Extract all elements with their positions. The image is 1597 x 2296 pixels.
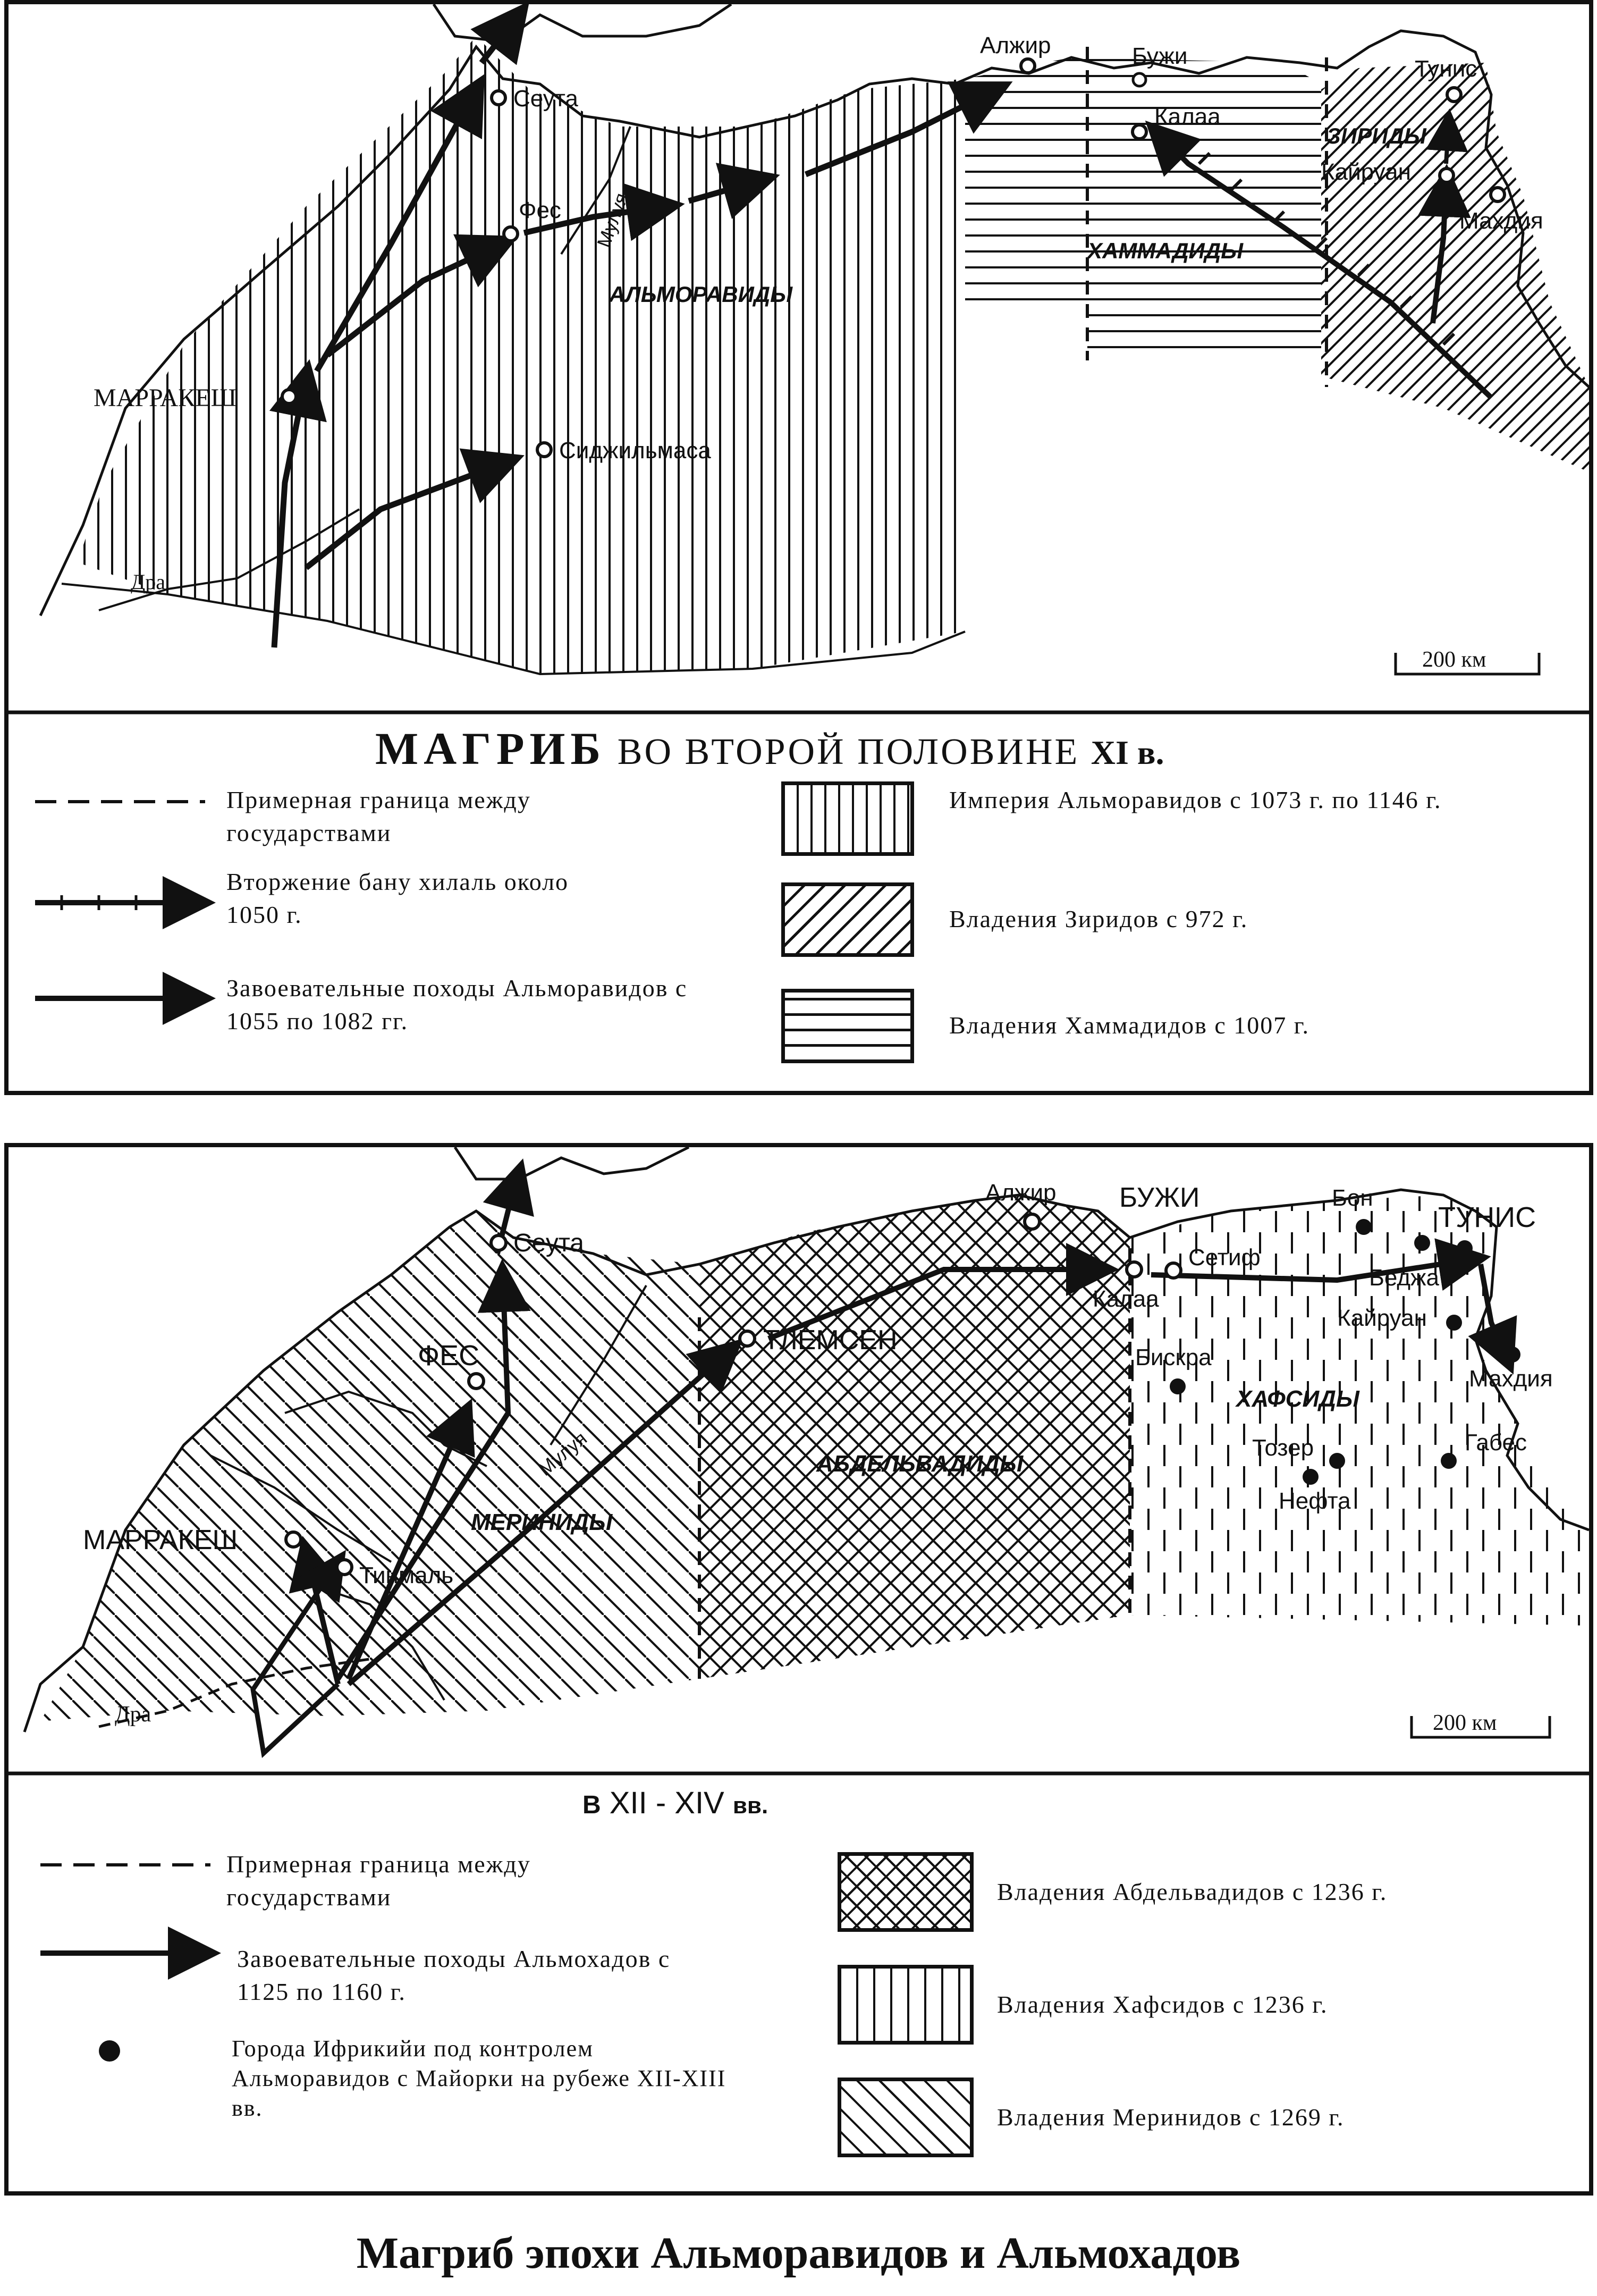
legend1-empire-swatch bbox=[781, 781, 914, 856]
map2-title-prefix: В bbox=[582, 1791, 601, 1819]
legend2-marinids-text: Владения Меринидов с 1269 г. bbox=[997, 2104, 1345, 2131]
region-hafsids-label: ХАФСИДЫ bbox=[1236, 1386, 1359, 1412]
map1-frame bbox=[4, 0, 1593, 1095]
spain-coast bbox=[455, 1147, 689, 1179]
city-ceuta-label: Сеута bbox=[513, 1229, 584, 1257]
legend2-hafsids-swatch bbox=[838, 1965, 974, 2045]
region-zirids-label: ЗИРИДЫ bbox=[1326, 123, 1426, 148]
map2-title-centuries: XII - XIV bbox=[609, 1786, 724, 1820]
city-beja-label: Беджа bbox=[1369, 1265, 1439, 1291]
region-abdalwadids-label: АБДЕЛЬВАДИДЫ bbox=[816, 1451, 1024, 1477]
hammadid-area bbox=[965, 57, 1321, 350]
legend2-hafsids-text: Владения Хафсидов с 1236 г. bbox=[997, 1991, 1328, 2018]
city-fes-label: ФЕС bbox=[418, 1340, 480, 1372]
map2-title-suffix: вв. bbox=[732, 1793, 768, 1819]
river-mulua-label: Мулуя bbox=[534, 1427, 592, 1481]
spain-coast bbox=[434, 4, 731, 41]
legend1-hammadids-swatch bbox=[781, 989, 914, 1063]
city-kairouan-label: Кайруан bbox=[1337, 1305, 1427, 1331]
map1-title-century: XI в. bbox=[1091, 734, 1164, 771]
legend1-border-text: Примерная граница между государствами bbox=[226, 786, 531, 846]
map1-scale bbox=[1396, 647, 1539, 674]
city-tunis-label: ТУНИС bbox=[1438, 1201, 1536, 1233]
city-ceuta-label: Сеута bbox=[513, 86, 578, 112]
legend1-empire-text: Империя Альморавидов с 1073 г. по 1146 г. bbox=[949, 786, 1442, 813]
map2-legend-symbols bbox=[30, 1849, 242, 2115]
city-mahdia-label: Махдия bbox=[1459, 208, 1543, 234]
legend1-zirids-swatch bbox=[781, 882, 914, 957]
legend1-hilal-text: Вторжение бану хилаль около 1050 г. bbox=[226, 868, 569, 928]
legend2-abdalwadids-text: Владения Абдельвадидов с 1236 г. bbox=[997, 1878, 1388, 1905]
city-tlemcen-label: ТЛЕМСЕН bbox=[763, 1325, 898, 1356]
legend1-campaign-text: Завоевательные походы Альморавидов с 1055 по 1082 гг. bbox=[226, 974, 688, 1035]
legend2-abdalwadids-swatch bbox=[838, 1852, 974, 1932]
legend2-city-text: Города Ифрикийи под контролем Альморавидов с Майорки на рубеже XII-XIII вв. bbox=[232, 2036, 726, 2121]
city-tinmal-label: Тинмаль bbox=[359, 1562, 454, 1588]
legend1-hammadids-text: Владения Хаммадидов с 1007 г. bbox=[949, 1012, 1309, 1039]
legend1-zirids-text: Владения Зиридов с 972 г. bbox=[949, 905, 1248, 932]
legend2-marinids-swatch bbox=[838, 2078, 974, 2157]
legend2-border-text: Примерная граница между государствами bbox=[226, 1851, 531, 1911]
map2-frame bbox=[4, 1143, 1593, 2196]
city-setif-label: Сетиф bbox=[1188, 1244, 1261, 1271]
legend2-city-symbol bbox=[99, 2040, 120, 2062]
city-biskra-label: Бискра bbox=[1135, 1344, 1212, 1370]
city-marrakesh-label: МАРРАКЕШ bbox=[83, 1525, 238, 1555]
city-marrakesh-label: МАРРАКЕШ bbox=[94, 384, 237, 412]
city-bon-label: Бон bbox=[1332, 1185, 1373, 1211]
map2-scale-label: 200 км bbox=[1433, 1711, 1497, 1735]
city-kairouan-label: Кайруан bbox=[1321, 159, 1411, 185]
map1-legend-symbols bbox=[30, 786, 242, 1062]
river-dra-label: Дра bbox=[115, 1702, 151, 1727]
zirid-arrow-north bbox=[1446, 121, 1449, 164]
city-sijilmasa bbox=[537, 438, 711, 464]
city-nefta-label: Нефта bbox=[1279, 1488, 1351, 1514]
city-sijilmasa-label: Сиджильмаса bbox=[559, 438, 711, 464]
region-hammadids-label: ХАММАДИДЫ bbox=[1087, 238, 1244, 263]
city-mahdia-label: Махдия bbox=[1469, 1366, 1553, 1392]
river-dra-label: Дра bbox=[131, 570, 166, 594]
city-bougie-label: БУЖИ bbox=[1119, 1182, 1200, 1213]
city-tlemcen bbox=[740, 1325, 898, 1356]
page-caption: Магриб эпохи Альморавидов и Альмохадов bbox=[356, 2228, 1241, 2278]
map1-title-big: МАГРИБ bbox=[375, 723, 606, 774]
region-marinids-label: МЕРИНИДЫ bbox=[471, 1509, 613, 1535]
city-bougie-label: Бужи bbox=[1132, 43, 1188, 69]
region-almoravids-label: АЛЬМОРАВИДЫ bbox=[609, 282, 793, 307]
city-algiers-label: Алжир bbox=[985, 1180, 1057, 1206]
map1-title-rest: ВО ВТОРОЙ ПОЛОВИНЕ bbox=[617, 731, 1080, 772]
legend2-campaign-text: Завоевательные походы Альмохадов с 1125 по 1160 г. bbox=[237, 1945, 671, 2005]
city-gabes-label: Габес bbox=[1465, 1429, 1527, 1456]
river-mulua-label: Мулуя bbox=[592, 190, 632, 250]
city-tunis-label: Тунис bbox=[1415, 56, 1477, 82]
map2-scale bbox=[1412, 1711, 1550, 1737]
map1-legend-title bbox=[375, 722, 1164, 775]
city-fes-label: Фес bbox=[519, 197, 561, 223]
map1-scale-label: 200 км bbox=[1422, 647, 1486, 672]
city-algiers-label: Алжир bbox=[980, 32, 1051, 58]
city-tozeur-label: Тозер bbox=[1252, 1435, 1314, 1461]
city-qalaa-label: Калаа bbox=[1093, 1286, 1159, 1312]
city-qalaa-label: Калаа bbox=[1154, 104, 1221, 130]
almoravid-empire-area bbox=[78, 36, 965, 674]
map2-legend-title bbox=[582, 1785, 768, 1821]
